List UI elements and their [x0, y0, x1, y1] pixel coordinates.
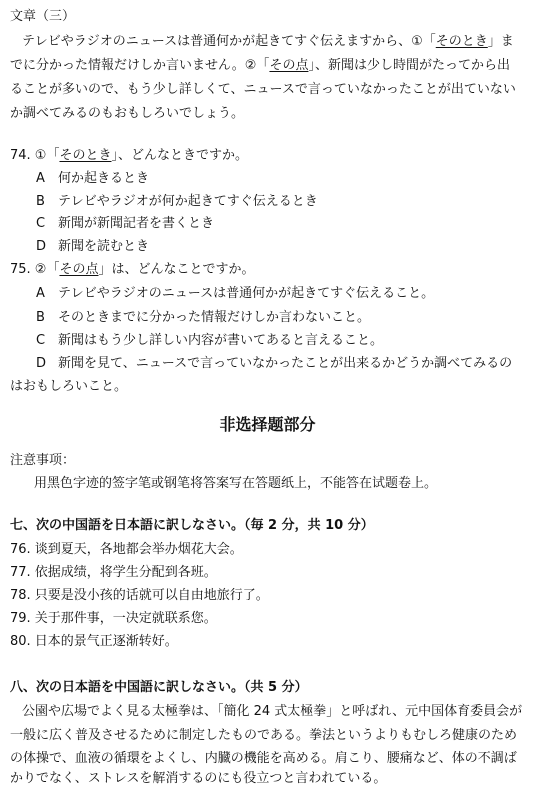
option-text: そのときまでに分かった情報だけしか言わないこと。 [58, 310, 371, 325]
question-text: 75. ②「 [10, 262, 60, 277]
passage-title: 文章（三） [10, 9, 76, 24]
question-74 [10, 147, 527, 165]
passage-text: 」ま [487, 34, 514, 49]
option-letter: A [36, 171, 45, 186]
option-text: 新聞はもう少し詳しい内容が書いてあると言えること。 [58, 333, 384, 348]
part7-item: 76. 谈到夏天，各地都会举办烟花大会。 [10, 542, 243, 557]
option-text: 何か起きるとき [58, 171, 150, 186]
q74-option-c [36, 215, 527, 233]
notice-text: 用黑色字迹的签字笔或钢笔将答案写在答题纸上，不能答在试题卷上。 [34, 476, 438, 491]
passage-line-3: ることが多いので、もう少し詳しくて、ニュースで言っていなかったことが出ていない [10, 82, 516, 97]
q75-option-a [36, 285, 527, 303]
option-text: 新聞が新聞記者を書くとき [58, 216, 215, 231]
section-heading: 非选择题部分 [219, 415, 316, 434]
part7-heading: 七、次の中国語を日本語に訳しなさい。（毎 2 分，共 10 分） [10, 518, 374, 533]
option-letter: C [36, 216, 46, 231]
underlined-phrase: そのとき [435, 34, 488, 49]
part7-item: 79. 关于那件事，一决定就联系您。 [10, 611, 217, 626]
passage-line-2 [10, 57, 527, 75]
passage-text: 」、新聞は少し時間がたってから出 [308, 58, 510, 73]
option-letter: C [36, 333, 46, 348]
q75-option-c [36, 332, 527, 350]
option-text: 新聞を読むとき [58, 239, 150, 254]
underlined-phrase: その点 [269, 58, 309, 73]
option-letter: B [36, 310, 45, 325]
option-text: テレビやラジオが何か起きてすぐ伝えるとき [58, 194, 318, 209]
part7-item: 78. 只要是没小孩的话就可以自由地旅行了。 [10, 588, 269, 603]
part8-line: かりでなく、ストレスを解消するのにも役立つと言われている。 [10, 771, 387, 786]
part8-line: 一般に広く普及させるために制定したものである。拳法というよりもむしろ健康のため [10, 728, 518, 743]
underlined-phrase: その点 [59, 262, 99, 277]
part7-item: 77. 依据成绩，将学生分配到各班。 [10, 565, 217, 580]
part8-line: 公園や広場でよく見る太極拳は、「簡化 24 式太極拳」と呼ばれ、元中国体育委員会が [22, 704, 523, 719]
passage-text: テレビやラジオのニュースは普通何かが起きてすぐ伝えますから、①「 [22, 34, 436, 49]
passage-text: でに分かった情報だけしか言いません。②「 [10, 58, 270, 73]
option-letter: A [36, 286, 45, 301]
q75-option-b [36, 309, 527, 327]
option-letter: D [36, 356, 47, 371]
question-text: 74. ①「 [10, 148, 60, 163]
question-75 [10, 261, 527, 279]
q74-option-d [36, 238, 527, 256]
part8-line: の体操で、血液の循環をよくし、内臓の機能を高める。肩こり、腰痛など、体の不調ば [10, 751, 517, 766]
option-letter: B [36, 194, 45, 209]
option-letter: D [36, 239, 47, 254]
passage-line-4: か調べてみるのもおもしろいでしょう。 [10, 106, 245, 121]
underlined-phrase: そのとき [59, 148, 112, 163]
question-text: 」、どんなときですか。 [111, 148, 248, 163]
q74-option-a [36, 170, 527, 188]
part8-heading: 八、次の日本語を中国語に訳しなさい。（共 5 分） [10, 680, 308, 695]
passage-line-1 [22, 33, 527, 51]
part7-item: 80. 日本的景气正逐渐转好。 [10, 634, 178, 649]
option-text: テレビやラジオのニュースは普通何かが起きてすぐ伝えること。 [58, 286, 435, 301]
option-text: 新聞を見て、ニュースで言っていなかったことが出来るかどうか調べてみるの [58, 356, 513, 371]
q75-option-d-continued: はおもしろいこと。 [10, 379, 128, 394]
question-text: 」は、どんなことですか。 [98, 262, 255, 277]
q75-option-d [36, 355, 527, 373]
notice-label: 注意事项： [10, 453, 76, 468]
q74-option-b [36, 193, 527, 211]
